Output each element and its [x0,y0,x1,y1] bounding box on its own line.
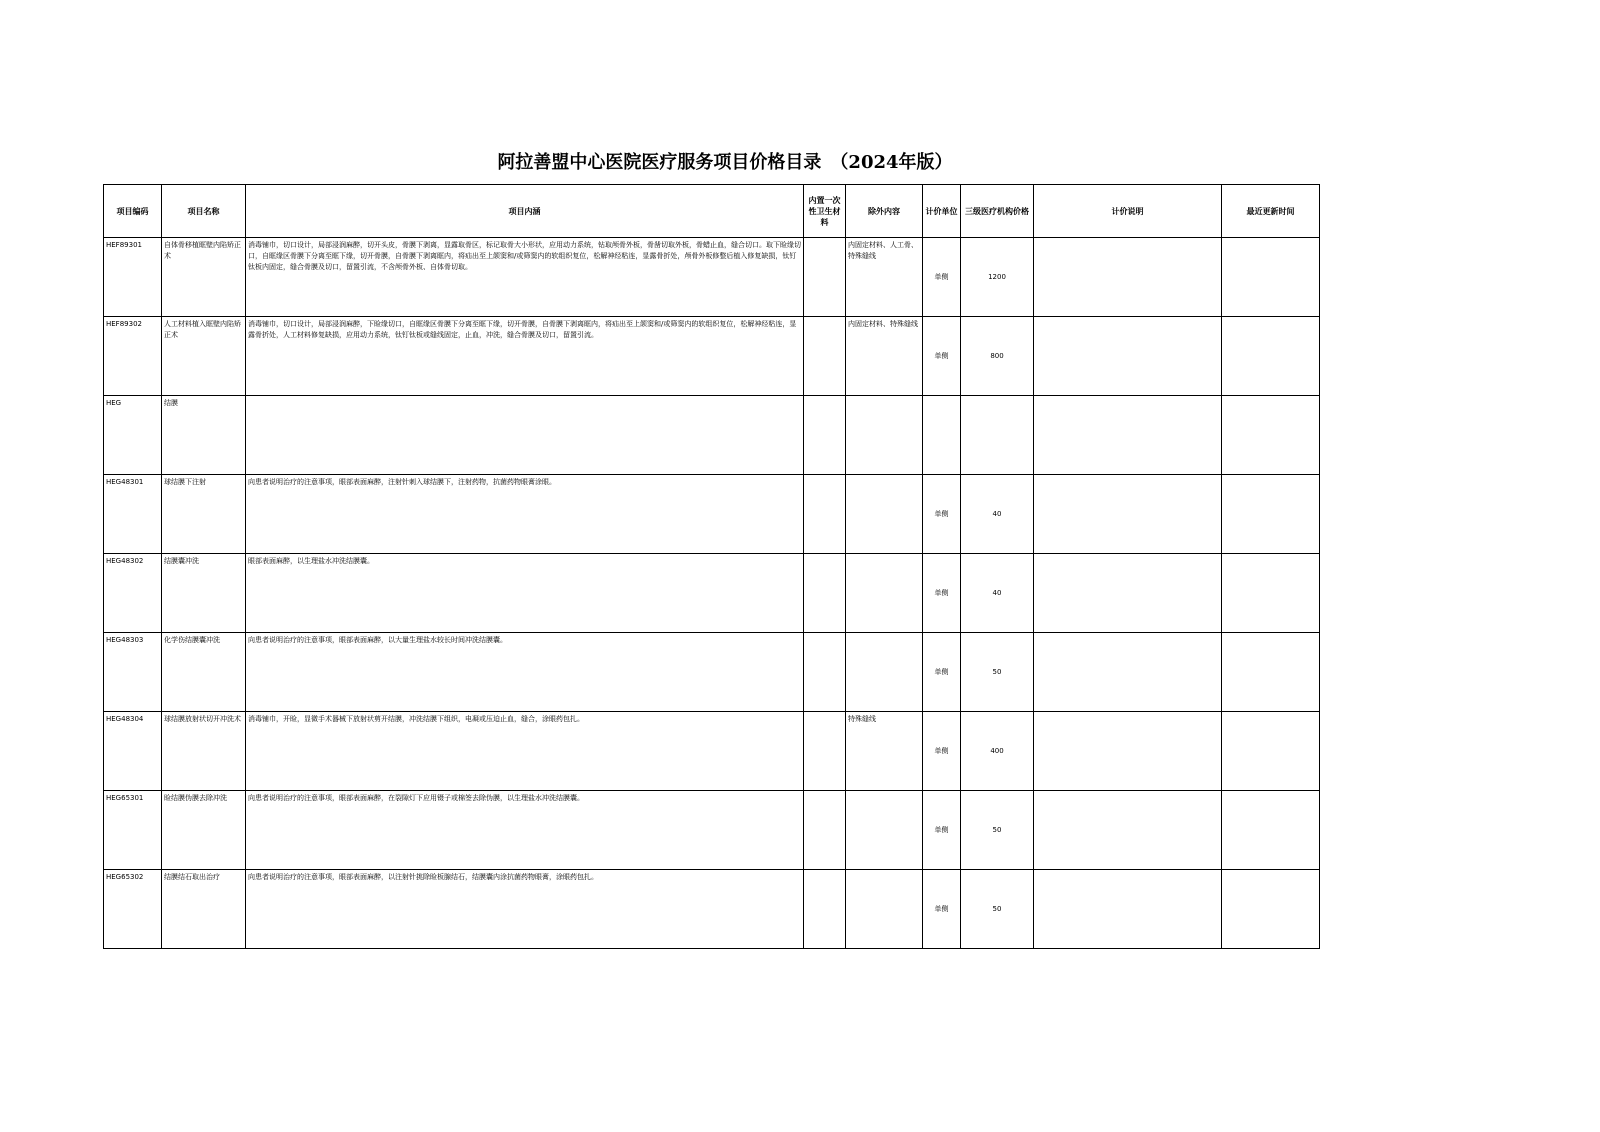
excluded-cell [846,633,923,712]
content-cell: 消毒铺巾，开睑，显微手术器械下放射状剪开结膜，冲洗结膜下组织，电凝或压迫止血，缝合，涂眼药包扎。 [246,712,804,791]
updated-cell [1222,712,1320,791]
table-row [104,633,1320,712]
header-updated: 最近更新时间 [1222,185,1320,238]
name-cell: 结膜囊冲洗 [162,554,246,633]
updated-cell [1222,554,1320,633]
excluded-cell [846,870,923,949]
table-row [104,475,1320,554]
note-cell [1034,712,1222,791]
updated-cell [1222,317,1320,396]
name-cell: 结膜结石取出治疗 [162,870,246,949]
header-unit: 计价单位 [923,185,961,238]
excluded-cell: 内固定材料、人工骨、特殊缝线 [846,238,923,317]
material-cell [804,238,846,317]
table-row [104,554,1320,633]
header-excluded: 除外内容 [846,185,923,238]
name-cell: 自体骨移植眶壁内陷矫正术 [162,238,246,317]
note-cell [1034,317,1222,396]
price-cell: 50 [961,870,1034,949]
excluded-cell [846,475,923,554]
content-cell: 眼部表面麻醉，以生理盐水冲洗结膜囊。 [246,554,804,633]
header-name: 项目名称 [162,185,246,238]
code-cell: HEF89302 [104,317,162,396]
price-cell: 400 [961,712,1034,791]
table-header [104,185,1320,238]
content-cell: 向患者说明治疗的注意事项，眼部表面麻醉，以注射针挑除睑板腺结石，结膜囊内涂抗菌药物眼膏，涂眼药包扎。 [246,870,804,949]
material-cell [804,791,846,870]
note-cell [1034,554,1222,633]
header-row [104,185,1320,238]
note-cell [1034,396,1222,475]
price-cell: 50 [961,633,1034,712]
content-cell [246,396,804,475]
table-row [104,791,1320,870]
excluded-cell: 内固定材料、特殊缝线 [846,317,923,396]
table-row [104,396,1320,475]
material-cell [804,712,846,791]
code-cell: HEG48301 [104,475,162,554]
material-cell [804,554,846,633]
price-cell: 40 [961,554,1034,633]
material-cell [804,317,846,396]
price-cell [961,396,1034,475]
unit-cell: 单侧 [923,870,961,949]
name-cell: 球结膜下注射 [162,475,246,554]
unit-cell: 单侧 [923,317,961,396]
price-table [103,184,1320,949]
table-row [104,870,1320,949]
header-material: 内置一次性卫生材料 [804,185,846,238]
content-cell: 向患者说明治疗的注意事项，眼部表面麻醉，注射针刺入球结膜下，注射药物，抗菌药物眼膏涂眼。 [246,475,804,554]
price-cell: 800 [961,317,1034,396]
price-cell: 50 [961,791,1034,870]
excluded-cell [846,791,923,870]
unit-cell: 单侧 [923,238,961,317]
note-cell [1034,870,1222,949]
unit-cell [923,396,961,475]
name-cell: 人工材料植入眶壁内陷矫正术 [162,317,246,396]
updated-cell [1222,475,1320,554]
code-cell: HEG48303 [104,633,162,712]
material-cell [804,396,846,475]
content-cell: 消毒铺巾，切口设计，局部浸润麻醉，下睑缘切口，自眶缘区骨膜下分离至眶下缘，切开骨膜，自骨膜下剥离眶内，将疝出至上颌窦和/或筛窦内的软组织复位，松解神经粘连，显露骨折处，人工材料修复缺损，应用动力系统，钛钉钛板或缝线固定，止血，冲洗，缝合骨膜及切口，留置引流。 [246,317,804,396]
content-cell: 向患者说明治疗的注意事项，眼部表面麻醉，以大量生理盐水较长时间冲洗结膜囊。 [246,633,804,712]
header-content: 项目内涵 [246,185,804,238]
excluded-cell [846,554,923,633]
excluded-cell: 特殊缝线 [846,712,923,791]
unit-cell: 单侧 [923,633,961,712]
code-cell: HEG48302 [104,554,162,633]
name-cell: 睑结膜伪膜去除冲洗 [162,791,246,870]
header-code: 项目编码 [104,185,162,238]
price-cell: 1200 [961,238,1034,317]
name-cell: 化学伤结膜囊冲洗 [162,633,246,712]
table-row [104,317,1320,396]
name-cell: 结膜 [162,396,246,475]
code-cell: HEG65302 [104,870,162,949]
header-price: 三级医疗机构价格 [961,185,1034,238]
material-cell [804,633,846,712]
table-body [104,238,1320,949]
updated-cell [1222,870,1320,949]
updated-cell [1222,791,1320,870]
note-cell [1034,475,1222,554]
unit-cell: 单侧 [923,791,961,870]
material-cell [804,870,846,949]
note-cell [1034,791,1222,870]
updated-cell [1222,633,1320,712]
unit-cell: 单侧 [923,554,961,633]
code-cell: HEG48304 [104,712,162,791]
content-cell: 消毒铺巾，切口设计，局部浸润麻醉，切开头皮，骨膜下剥离，显露取骨区，标记取骨大小形状，应用动力系统，钻取颅骨外板，骨凿切取外板，骨蜡止血，缝合切口。取下睑缘切口，自眶缘区骨膜下分离至眶下缘，切开骨膜，自骨膜下剥离眶内，将疝出至上颌窦和/或筛窦内的软组织复位，松解神经粘连，显露骨折处，颅骨外板修整后植入修复缺损，钛钉钛板内固定，缝合骨膜及切口，留置引流，不含颅骨外板、自体骨切取。 [246,238,804,317]
updated-cell [1222,396,1320,475]
material-cell [804,475,846,554]
excluded-cell [846,396,923,475]
header-note: 计价说明 [1034,185,1222,238]
updated-cell [1222,238,1320,317]
name-cell: 球结膜放射状切开冲洗术 [162,712,246,791]
code-cell: HEG [104,396,162,475]
content-cell: 向患者说明治疗的注意事项，眼部表面麻醉，在裂隙灯下应用镊子或棉签去除伪膜，以生理盐水冲洗结膜囊。 [246,791,804,870]
note-cell [1034,633,1222,712]
document-title: 阿拉善盟中心医院医疗服务项目价格目录 （2024年版） [497,152,953,173]
table-row [104,712,1320,791]
code-cell: HEF89301 [104,238,162,317]
unit-cell: 单侧 [923,712,961,791]
price-cell: 40 [961,475,1034,554]
note-cell [1034,238,1222,317]
unit-cell: 单侧 [923,475,961,554]
code-cell: HEG65301 [104,791,162,870]
table-row [104,238,1320,317]
